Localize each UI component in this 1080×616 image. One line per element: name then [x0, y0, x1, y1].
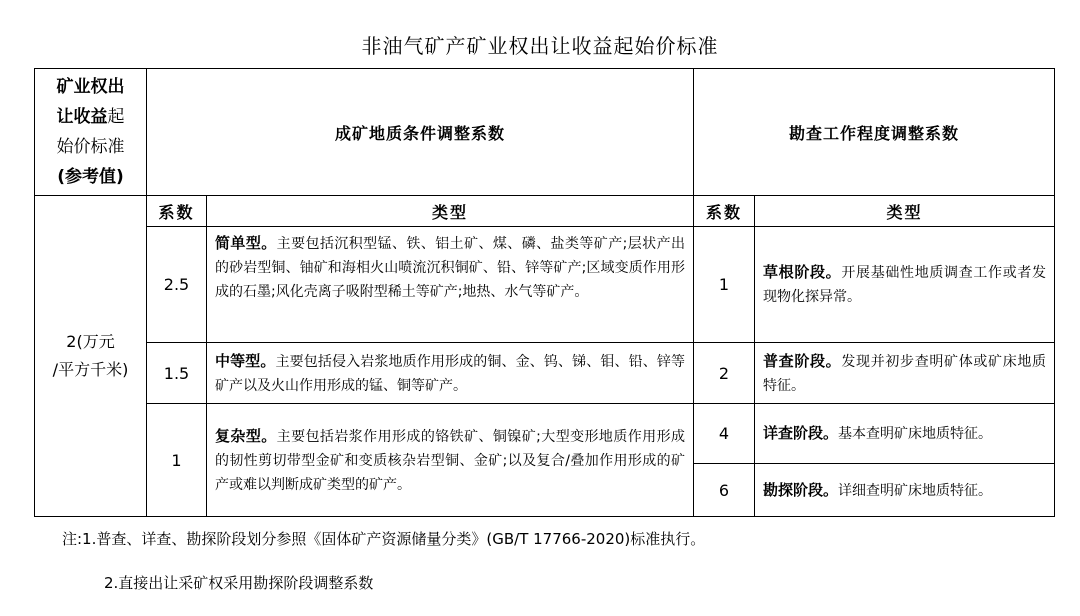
geology-coef-simple: 2.5 [147, 227, 207, 343]
geology-text-medium: 主要包括侵入岩浆地质作用形成的铜、金、钨、锑、钼、铅、锌等矿产以及火山作用形成的锰、铜等矿产。 [215, 353, 686, 394]
table-row [35, 404, 1055, 464]
geology-coef-complex: 1 [147, 404, 207, 517]
header-left-line2-light: 起 [107, 107, 125, 127]
geology-name-medium: 中等型。 [215, 351, 276, 370]
geology-desc-medium [207, 343, 694, 404]
base-price-line1: 2(万元 [66, 332, 115, 351]
header-row [35, 69, 1055, 196]
type-right-header: 类型 [755, 196, 1055, 227]
exploration-name-exploration: 勘探阶段。 [763, 480, 839, 499]
subheader-row [35, 196, 1055, 227]
header-left-line3: 始价标准 [56, 137, 125, 157]
type-left-header: 类型 [207, 196, 694, 227]
base-price-value [35, 196, 147, 517]
exploration-text-general: 发现并初步查明矿体或矿床地质特征。 [763, 353, 1047, 394]
page-title: 非油气矿产矿业权出让收益起始价标准 [361, 34, 719, 58]
main-table [34, 68, 1055, 517]
exploration-coef-general: 2 [694, 343, 755, 404]
exploration-name-general: 普查阶段。 [763, 351, 842, 370]
exploration-name-grassroots: 草根阶段。 [763, 263, 842, 281]
exploration-text-detailed: 基本查明矿床地质特征。 [838, 426, 993, 442]
note-2: 2.直接出让采矿权采用勘探阶段调整系数 [104, 574, 374, 592]
header-left-line1: 矿业权出 [56, 77, 125, 97]
note-1: 注:1.普查、详查、勘探阶段划分参照《固体矿产资源储量分类》(GB/T 17766-2020)标准执行。 [62, 530, 706, 548]
exploration-text-grassroots: 开展基础性地质调查工作或者发现物化探异常。 [763, 265, 1047, 305]
header-left-line2-bold: 让收益 [56, 107, 108, 127]
exploration-desc-grassroots [755, 227, 1055, 343]
exploration-coef-detailed: 4 [694, 404, 755, 464]
geology-desc-complex [207, 404, 694, 517]
exploration-coef-exploration: 6 [694, 464, 755, 517]
geology-text-complex: 主要包括岩浆作用形成的铬铁矿、铜镍矿;大型变形地质作用形成的韧性剪切带型金矿和变质核杂岩型铜、金矿;以及复合/叠加作用形成的矿产或难以判断成矿类型的矿产。 [215, 428, 686, 493]
coef-left-header: 系数 [147, 196, 207, 227]
table-row [35, 227, 1055, 343]
geology-desc-simple [207, 227, 694, 343]
header-left-line4: (参考值) [57, 167, 124, 187]
coef-right-header: 系数 [694, 196, 755, 227]
geology-text-simple: 主要包括沉积型锰、铁、铝土矿、煤、磷、盐类等矿产;层状产出的砂岩型铜、铀矿和海相火山喷流沉积铜矿、铅、锌等矿产;区域变质作用形成的石墨;风化壳离子吸附型稀土等矿产;地热、水气等矿产。 [215, 236, 686, 300]
base-price-line2: /平方千米) [52, 360, 129, 379]
exploration-name-detailed: 详查阶段。 [763, 424, 839, 442]
base-price-header [35, 69, 147, 196]
geology-coef-header: 成矿地质条件调整系数 [147, 69, 694, 196]
header-left-line2 [35, 102, 146, 132]
table-row [35, 343, 1055, 404]
exploration-desc-exploration [755, 464, 1055, 517]
exploration-coef-grassroots: 1 [694, 227, 755, 343]
exploration-coef-header: 勘查工作程度调整系数 [694, 69, 1055, 196]
exploration-text-exploration: 详细查明矿床地质特征。 [838, 482, 993, 499]
geology-name-simple: 简单型。 [215, 234, 277, 252]
geology-coef-medium: 1.5 [147, 343, 207, 404]
exploration-desc-general [755, 343, 1055, 404]
geology-name-complex: 复杂型。 [215, 426, 277, 445]
exploration-desc-detailed [755, 404, 1055, 464]
